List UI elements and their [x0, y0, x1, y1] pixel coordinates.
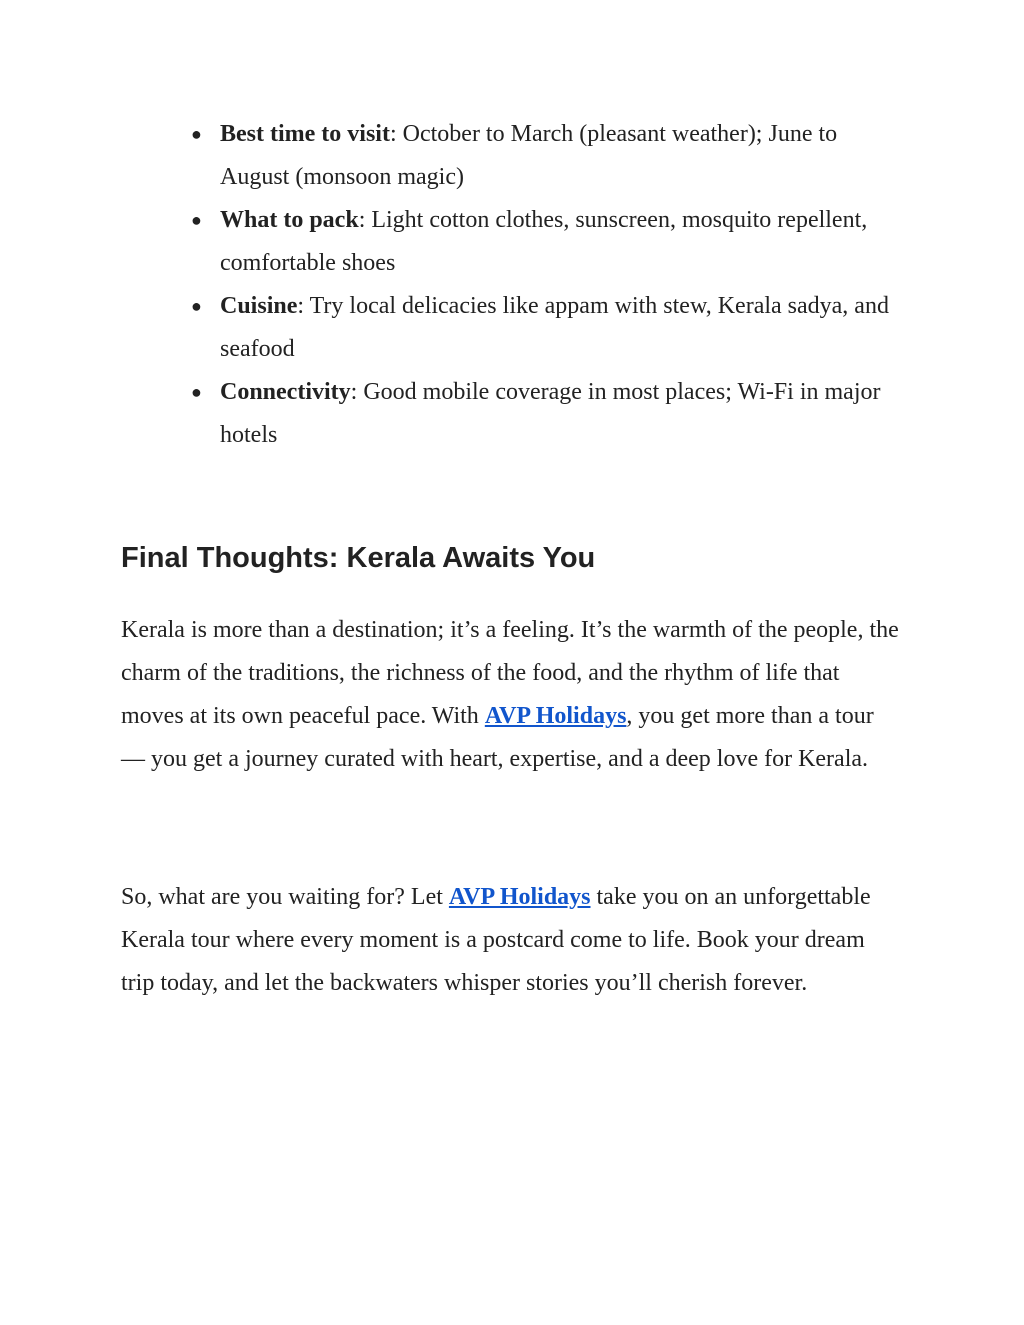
tip-description: : Good mobile coverage in most places; Wi-Fi in major hotels [220, 379, 881, 448]
paragraph-text: Kerala is more than a destination; it’s a feeling. It’s the warmth of the people, the charm of the traditions, the richness of the food, and the rhythm of life that moves at its own peaceful pace. With [121, 617, 899, 729]
list-item [191, 285, 901, 371]
document-body [121, 113, 901, 996]
tip-term: Cuisine [220, 293, 298, 319]
paragraph-text: So, what are you waiting for? Let [121, 884, 449, 910]
paragraph-intro [121, 609, 901, 781]
list-item [191, 113, 901, 199]
section-heading: Final Thoughts: Kerala Awaits You [121, 542, 596, 574]
bullet-icon: ● [191, 296, 202, 316]
avp-holidays-link[interactable]: AVP Holidays [484, 703, 627, 729]
bullet-icon: ● [191, 124, 202, 144]
tip-description: : October to March (pleasant weather); June to August (monsoon magic) [220, 121, 838, 190]
tip-description: : Try local delicacies like appam with stew, Kerala sadya, and seafood [220, 293, 889, 362]
paragraph-text: , you get more than a tour — you get a journey curated with heart, expertise, and a deep love for Kerala. [121, 703, 874, 772]
bullet-icon: ● [191, 210, 202, 230]
tip-term: Best time to visit [220, 121, 390, 147]
list-item [191, 371, 901, 457]
paragraph-closing [121, 876, 901, 1005]
avp-holidays-link[interactable]: AVP Holidays [448, 884, 591, 910]
tip-description: : Light cotton clothes, sunscreen, mosquito repellent, comfortable shoes [220, 207, 868, 276]
tip-term: What to pack [220, 207, 359, 233]
bullet-icon: ● [191, 382, 202, 402]
list-item [191, 199, 901, 285]
paragraph-text: take you on an unforgettable Kerala tour where every moment is a postcard come to life. Book your dream trip today, and let the backwaters whisper stories you’ll cherish forever. [121, 884, 871, 996]
tip-term: Connectivity [220, 379, 351, 405]
travel-tips-list [121, 113, 901, 457]
